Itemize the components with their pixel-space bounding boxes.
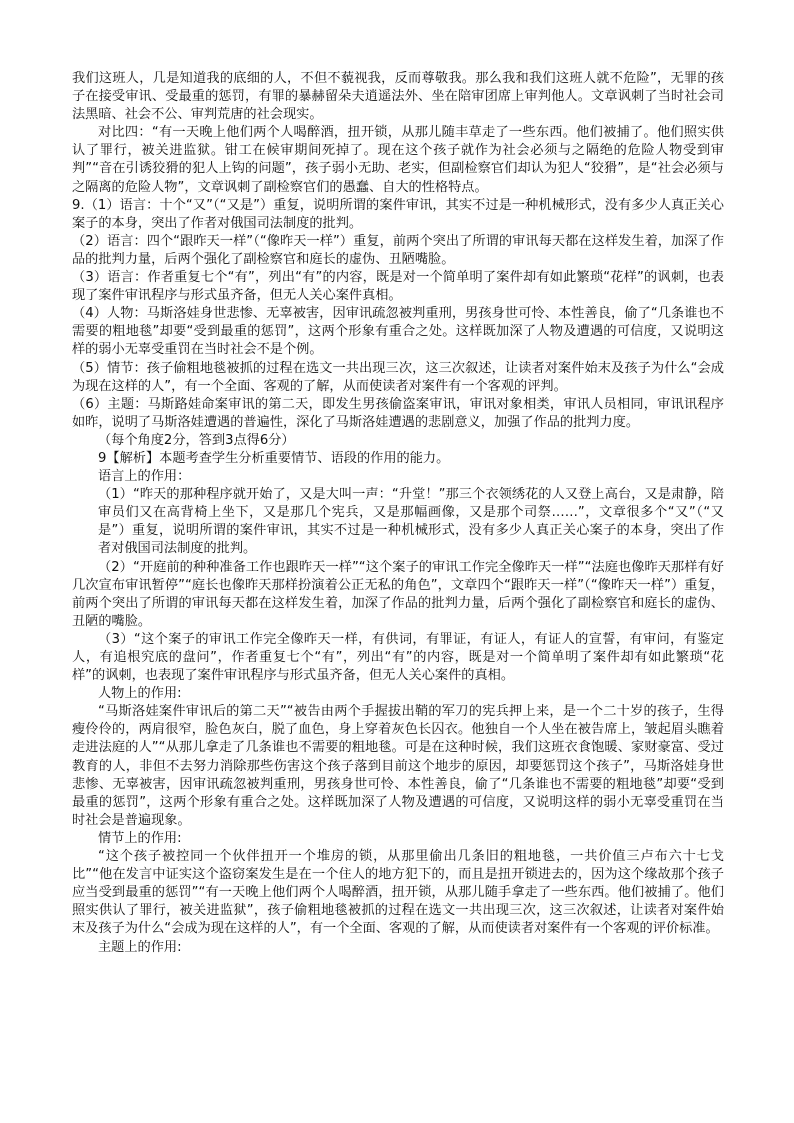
plot-analysis: “这个孩子被控同一个伙伴扭开一个堆房的锁，从那里偷出几条旧的粗地毯，一共价值三卢布六十七戈比”“他在发言中证实这个盗窃案发生是在一个住人的地方犯下的，而且是扭开锁进去的，因为这个缘故那个孩子应当受到最重的惩罚”“有一天晚上他们两个人喝醉酒，扭开锁，从那儿随手拿走了一些东西。他们被捕了。他们照实供认了罪行，被关进监狱”，孩子偷粗地毯被抓的过程在选文一共出现三次，这三次叙述，让读者对案件始末及孩子为什么“会成为现在这样的人”，有一个全面、客观的了解，从而使读者对案件有一个客观的评价标准。: [72, 849, 724, 937]
analysis-heading: 9【解析】本题考查学生分析重要情节、语段的作用的能力。: [98, 450, 450, 466]
language-point-2: （2）“开庭前的种种准备工作也跟昨天一样”“这个案子的审讯工作完全像昨天一样”“法庭也像昨天那样有好几次宣布审讯暂停”“庭长也像昨天那样扮演着公正无私的角色”，文章四个“跟昨天一样”（“像昨天一样”）重复，前两个突出了所谓的审讯每天都在这样发生着，加深了作品的批判力量，后两个强化了副检察官和庭长的虚伪、丑陋的嘴脸。: [72, 559, 724, 629]
section-theme-heading: 主题上的作用:: [98, 939, 182, 955]
paragraph-conclusion-3: 我们这班人，几是知道我的底细的人，不但不藐视我，反而尊敬我。那么我和我们这班人就不危险”，无罪的孩子在接受审讯、受最重的惩罚，有罪的暴赫留朵夫逍遥法外、坐在陪审团席上审判他人。文章讽刺了当时社会司法黑暗、社会不公、审判荒唐的社会现实。: [72, 71, 724, 123]
answer-9-4: （4）人物：马斯洛娃身世悲惨、无辜被害，因审讯疏忽被判重刑，男孩身世可怜、本性善良，偷了“几条谁也不需要的粗地毯”却要“受到最重的惩罚”，这两个形象有重合之处。这样既加深了人物及遭遇的可信度，又说明这样的弱小无辜受重罚在当时社会不是个例。: [72, 306, 724, 358]
section-plot-heading: 情节上的作用:: [98, 830, 182, 846]
paragraph-contrast-4: 对比四：“有一天晚上他们两个人喝醉酒，扭开锁，从那儿随丰草走了一些东西。他们被捕了。他们照实供认了罪行，被关进监狱。钳工在候审期间死掉了。现在这个孩子就作为社会必须与之隔绝的危险人物受到审判”“音在引诱狡猾的犯人上钩的问题”，孩子弱小无助、老实，但副检察官们却认为犯人“狡猾”，是“社会必须与之隔离的危险人物”，文章讽刺了副检察官们的愚蠢、自大的性格特点。: [72, 125, 724, 195]
answer-9-1: 9.（1）语言：十个“又”（“又是”）重复，说明所谓的案件审讯，其实不过是一种机械形式，没有多少人真正关心案子的本身，突出了作者对俄国司法制度的批判。: [72, 197, 724, 231]
section-language-heading: 语言上的作用：: [98, 469, 191, 485]
language-point-1-text: （1）“昨天的那种程序就开始了，又是大叫一声：“升堂！”那三个衣领绣花的人又登上高台，又是肃静，陪审员们又在高背椅上坐下，又是那几个宪兵，又是那幅画像，又是那个司祭……”，文章很多个“又”（“又是”）重复，说明所谓的案件审讯，其实不过是一种机械形式，没有多少人真正关心案子的本身，突出了作者对俄国司法制度的批判。: [98, 487, 724, 557]
answer-9-3: （3）语言：作者重复七个“有”，列出“有”的内容，既是对一个简单明了案件却有如此繁琐“花样”的讽刺，也表现了案件审讯程序与形式虽齐备，但无人关心案件真相。: [72, 270, 724, 304]
language-point-3: （3）“这个案子的审讯工作完全像昨天一样，有供词，有罪证，有证人，有证人的宣誓，有审问，有鉴定人，有追根究底的盘问”，作者重复七个“有”，列出“有”的内容，既是对一个简单明了案件却有如此繁琐“花样”的讽刺，也表现了案件审讯程序与形式虽齐备，但无人关心案件的真相。: [72, 631, 724, 684]
answer-9-5: （5）情节：孩子偷粗地毯被抓的过程在选文一共出现三次，这三次叙述，让读者对案件始末及孩子为什么“会成为现在这样的人”，有一个全面、客观的了解，从而使读者对案件有一个客观的评判。: [72, 360, 724, 394]
answer-9-6: （6）主题：马斯路娃命案审讯的第二天，即发生男孩偷盗案审讯，审讯对象相类，审讯人员相同，审讯讯程序如昨，说明了马斯洛娃遭遇的普遍性，深化了马斯洛娃遭遇的悲剧意义，加强了作品的批判力度。: [72, 396, 724, 430]
character-analysis: “马斯洛娃案件审讯后的第二天”“被告由两个手握拔出鞘的军刀的宪兵押上来，是一个二十岁的孩子，生得瘦伶伶的，两肩很窄，脸色灰白，脱了血色，身上穿着灰色长囚衣。他独自一个人坐在被告席上，皱起眉头瞧着走进法庭的人”“从那儿拿走了几条谁也不需要的粗地毯。可是在这种时候，我们这班衣食饱暖、家财豪富、受过教育的人，非但不去努力消除那些伤害这个孩子落到目前这个地步的原因，却要惩罚这个孩子”，马斯洛娃身世悲惨、无辜被害，因审讯疏忽被判重刑，男孩身世可怜、本性善良，偷了“几条谁也不需要的粗地毯”却要“受到最重的惩罚”，这两个形象有重合之处。这样既加深了人物及遭遇的可信度，又说明这样的弱小无辜受重罚在当时社会是普遍现象。: [72, 704, 724, 828]
section-character-heading: 人物上的作用:: [98, 686, 182, 702]
scoring-note: （每个角度2分，答到3点得6分）: [98, 432, 295, 448]
answer-9-2: （2）语言：四个“跟昨天一样”（“像昨天一样”）重复，前两个突出了所谓的审讯每天都在这样发生着，加深了作品的批判力量，后两个强化了副检察官和庭长的虚伪、丑陋嘴脸。: [72, 233, 724, 267]
document-page: [72, 70, 724, 957]
language-point-1: [72, 486, 724, 558]
